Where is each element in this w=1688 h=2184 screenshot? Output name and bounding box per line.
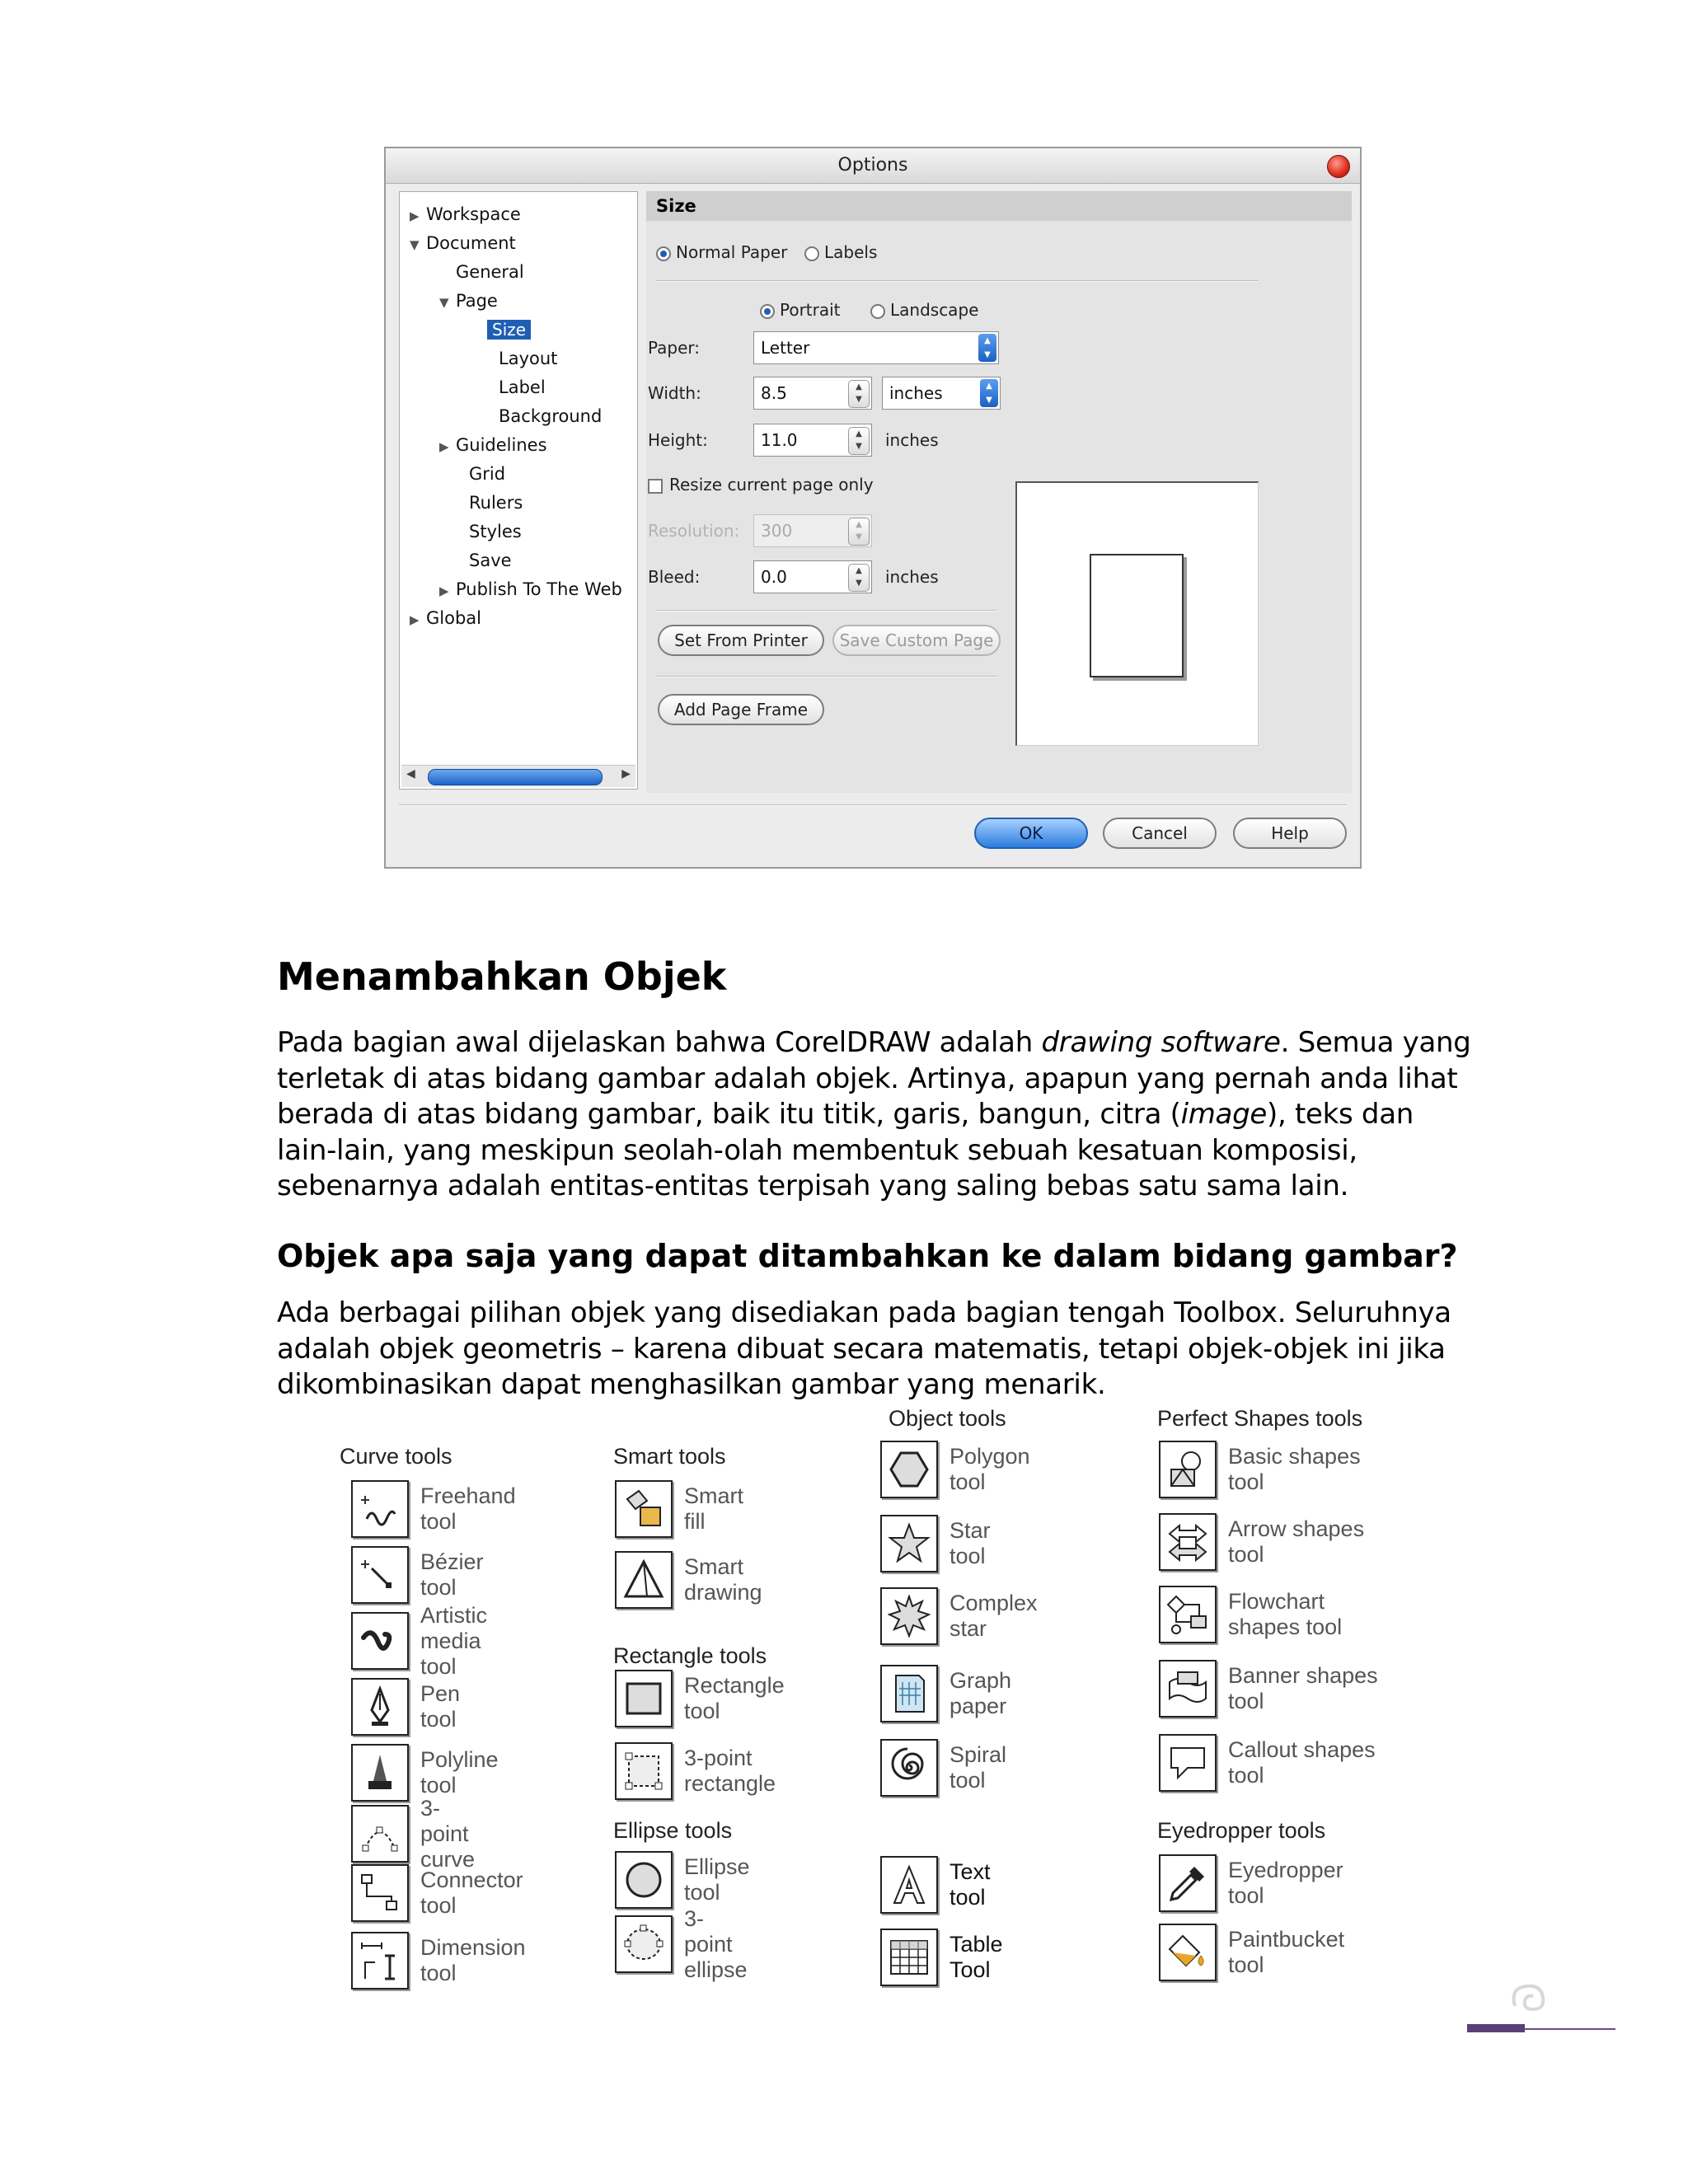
banner-shapes-tool[interactable]: Banner shapes tool (1159, 1660, 1398, 1719)
perfect-shapes-title: Perfect Shapes tools (1157, 1406, 1363, 1431)
polygon-icon (880, 1441, 938, 1498)
rectangle-tools-title: Rectangle tools (613, 1643, 767, 1668)
dimension-icon (351, 1932, 409, 1990)
smart-fill-icon (615, 1480, 673, 1538)
tree-item-grid[interactable]: Grid (469, 464, 506, 484)
dropdown-arrow-icon: ▲ ▼ (978, 334, 996, 362)
smart-tools-title: Smart tools (613, 1444, 726, 1469)
three-point-rectangle-icon (615, 1742, 673, 1800)
expand-arrow-icon[interactable]: ▶ (410, 612, 420, 627)
star-icon (880, 1515, 938, 1572)
radio-normal-paper[interactable]: Normal Paper (656, 242, 787, 262)
expand-arrow-icon[interactable]: ▶ (439, 439, 449, 454)
section-heading: Menambahkan Objek (277, 954, 727, 999)
callout-shapes-tool[interactable]: Callout shapes tool (1159, 1734, 1398, 1793)
banner-shapes-icon (1159, 1660, 1217, 1718)
page-preview-sheet (1090, 554, 1184, 677)
size-panel (646, 191, 1352, 793)
basic-shapes-tool[interactable]: Basic shapes tool (1159, 1441, 1398, 1500)
checkbox-icon (648, 479, 663, 494)
spinner-icon: ▲ ▼ (848, 427, 870, 455)
subheading: Objek apa saja yang dapat ditambahkan ke dalam bidang gambar? (277, 1238, 1458, 1274)
three-point-curve-icon (351, 1805, 409, 1863)
options-tree (399, 191, 638, 790)
smart-drawing-icon (615, 1551, 673, 1609)
spinner-icon: ▲ ▼ (848, 518, 870, 546)
set-from-printer-button[interactable]: Set From Printer (658, 625, 824, 656)
basic-shapes-icon (1159, 1441, 1217, 1498)
units-select[interactable]: inches ▲ ▼ (882, 377, 1001, 410)
graph-paper-icon (880, 1665, 938, 1722)
separator (656, 280, 1258, 282)
scroll-right-icon[interactable]: ▶ (621, 767, 631, 780)
tree-item-layout[interactable]: Layout (499, 349, 558, 368)
options-dialog (384, 147, 1362, 869)
tree-item-page[interactable]: ▼ Page (439, 288, 498, 313)
cancel-button[interactable]: Cancel (1103, 818, 1217, 849)
dropdown-arrow-icon: ▲ ▼ (980, 379, 998, 407)
collapse-arrow-icon[interactable]: ▼ (410, 237, 420, 252)
resolution-label: Resolution: (648, 521, 740, 541)
add-page-frame-button[interactable]: Add Page Frame (658, 694, 824, 725)
eyedropper-icon (1159, 1854, 1217, 1912)
curve-tools-title: Curve tools (340, 1444, 452, 1469)
scroll-left-icon[interactable]: ◀ (406, 767, 415, 780)
separator (656, 610, 997, 612)
dialog-title: Options (386, 148, 1360, 184)
tree-item-background[interactable]: Background (499, 406, 603, 426)
save-custom-page-button: Save Custom Page (832, 625, 1001, 656)
close-icon[interactable] (1327, 155, 1350, 178)
callout-shapes-icon (1159, 1734, 1217, 1792)
freehand-icon (351, 1480, 409, 1538)
spiral-icon (880, 1739, 938, 1797)
spinner-icon: ▲ ▼ (848, 380, 870, 408)
radio-landscape[interactable]: Landscape (870, 300, 978, 320)
tree-item-global[interactable]: ▶ Global (410, 606, 481, 630)
scroll-thumb[interactable] (428, 769, 603, 785)
radio-icon (870, 304, 885, 319)
bleed-input[interactable]: 0.0 ▲ ▼ (753, 560, 872, 593)
arrow-shapes-icon (1159, 1513, 1217, 1571)
pen-icon (351, 1678, 409, 1736)
three-point-ellipse-icon (615, 1915, 673, 1973)
tree-item-styles[interactable]: Styles (469, 522, 522, 541)
tree-item-publish-to-the-web[interactable]: ▶ Publish To The Web (439, 577, 622, 602)
height-label: Height: (648, 430, 708, 450)
height-input[interactable]: 11.0 ▲ ▼ (753, 424, 872, 457)
ellipse-tools-title: Ellipse tools (613, 1818, 733, 1843)
separator (656, 676, 997, 677)
tree-item-label[interactable]: Label (499, 377, 546, 397)
width-input[interactable]: 8.5 ▲ ▼ (753, 377, 872, 410)
flowchart-shapes-tool[interactable]: Flowchart shapes tool (1159, 1586, 1398, 1645)
connector-icon (351, 1864, 409, 1922)
tree-horizontal-scrollbar[interactable] (401, 765, 635, 787)
resize-current-page-checkbox[interactable]: Resize current page only (648, 475, 874, 494)
complex-star-icon (880, 1587, 938, 1645)
paintbucket-icon (1159, 1924, 1217, 1981)
table-icon (880, 1929, 938, 1986)
paper-label: Paper: (648, 338, 701, 358)
rectangle-icon (615, 1670, 673, 1727)
flowchart-shapes-icon (1159, 1586, 1217, 1643)
page-number-icon (1507, 1973, 1553, 2019)
text-icon (880, 1856, 938, 1914)
page-preview (1015, 481, 1259, 746)
toolbox-paragraph: Ada berbagai pilihan objek yang disediakan pada bagian tengah Toolbox. Seluruhnya adalah objek geometris – karena dibuat secara matematis, tetapi objek-objek ini jika dikombinasikan dapat menghasilkan gambar yang menarik. (277, 1296, 1451, 1401)
radio-portrait[interactable]: Portrait (760, 300, 841, 320)
tree-item-general[interactable]: General (456, 262, 524, 282)
panel-title: Size (646, 191, 1352, 221)
ellipse-icon (615, 1851, 673, 1909)
page-rule-accent (1467, 2024, 1525, 2032)
radio-icon (804, 246, 819, 261)
arrow-shapes-tool[interactable]: Arrow shapes tool (1159, 1513, 1398, 1572)
radio-selected-icon (760, 304, 775, 319)
separator (399, 804, 1347, 806)
width-label: Width: (648, 383, 701, 403)
collapse-arrow-icon[interactable]: ▼ (439, 295, 449, 310)
tree-item-workspace[interactable]: ▶ Workspace (410, 202, 521, 227)
bezier-icon (351, 1546, 409, 1604)
spinner-icon: ▲ ▼ (848, 564, 870, 592)
artistic-media-icon (351, 1612, 409, 1670)
object-tools-title: Object tools (889, 1406, 1006, 1431)
bleed-unit: inches (885, 567, 939, 587)
height-unit: inches (885, 430, 939, 450)
paper-select[interactable]: Letter ▲ ▼ (753, 331, 999, 364)
eyedropper-tools-title: Eyedropper tools (1157, 1818, 1326, 1843)
radio-selected-icon (656, 246, 671, 261)
polyline-icon (351, 1744, 409, 1802)
radio-labels[interactable]: Labels (804, 242, 877, 262)
ok-button[interactable]: OK (974, 818, 1088, 849)
tree-item-document[interactable]: ▼ Document (410, 231, 516, 255)
tree-item-save[interactable]: Save (469, 551, 512, 570)
tree-item-guidelines[interactable]: ▶ Guidelines (439, 433, 547, 457)
intro-paragraph: Pada bagian awal dijelaskan bahwa CorelDRAW adalah drawing software. Semua yang terletak di atas bidang gambar adalah objek. Artinya, apapun yang pernah anda lihat berada di atas bidang gambar, baik itu titik, garis, bangun, citra (image), teks dan lain-lain, yang meskipun seolah-olah membentuk sebuah kesatuan komposisi, sebenarnya adalah entitas-entitas terpisah yang saling bebas satu sama lain. (277, 1026, 1471, 1202)
resolution-input: 300 ▲ ▼ (753, 514, 872, 547)
tree-item-size[interactable]: Size (487, 317, 531, 342)
help-button[interactable]: Help (1233, 818, 1347, 849)
bleed-label: Bleed: (648, 567, 701, 587)
tree-item-rulers[interactable]: Rulers (469, 493, 523, 513)
expand-arrow-icon[interactable]: ▶ (439, 583, 449, 598)
expand-arrow-icon[interactable]: ▶ (410, 209, 420, 223)
